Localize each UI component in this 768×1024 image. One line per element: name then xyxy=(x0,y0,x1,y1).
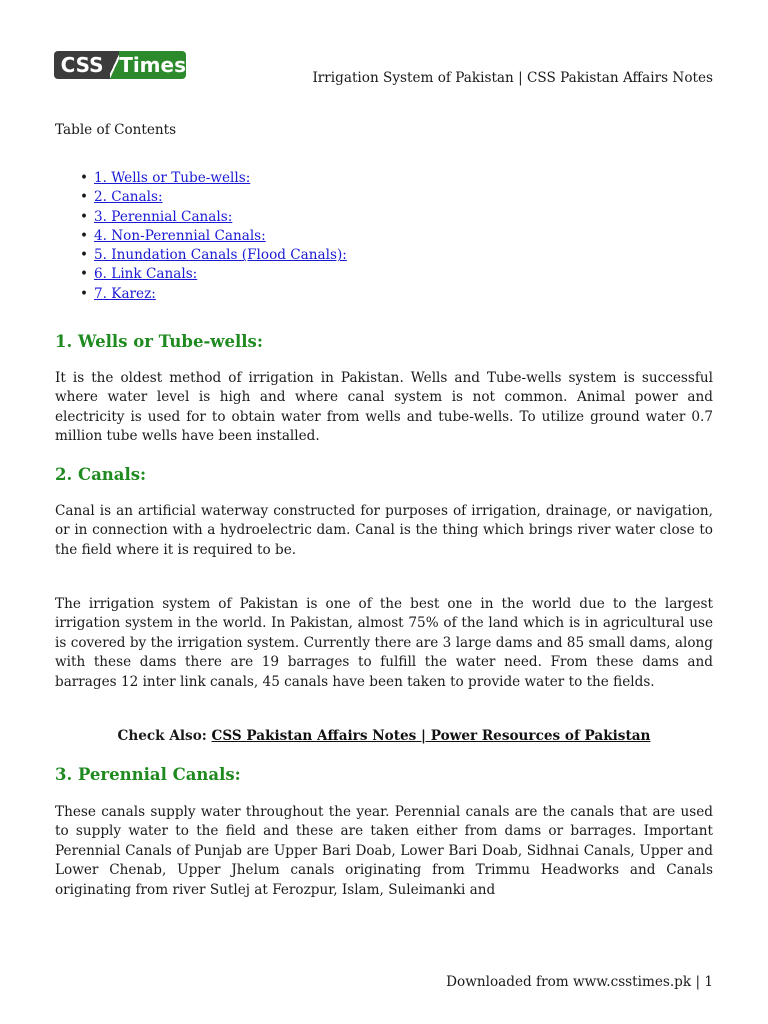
heading-canals: 2. Canals: xyxy=(55,465,147,484)
site-logo xyxy=(54,51,186,79)
logo-slash xyxy=(110,51,119,79)
toc-item xyxy=(55,227,705,246)
toc-link-inundation[interactable]: 5. Inundation Canals (Flood Canals): xyxy=(94,247,347,264)
toc-item xyxy=(55,246,705,265)
paragraph-canals-1: Canal is an artificial waterway constructed for purposes of irrigation, drainage, or navigation, or in connection with a hydroelectric dam. Canal is the thing which brings river water close to the field where it is required to be. xyxy=(55,503,713,558)
toc-link-non-perennial[interactable]: 4. Non-Perennial Canals: xyxy=(94,227,266,244)
page-footer: Downloaded from www.csstimes.pk | 1 xyxy=(446,974,713,990)
toc-link-link-canals[interactable]: 6. Link Canals: xyxy=(94,266,198,283)
logo-css-text: CSS xyxy=(54,51,110,79)
toc-item xyxy=(55,285,705,304)
toc-title: Table of Contents xyxy=(55,122,177,138)
paragraph-canals-2: The irrigation system of Pakistan is one of the best one in the world due to the largest irrigation system in the world. In Pakistan, almost 75% of the land which is in agricultural use is covered by the irrigation system. Currently there are 3 large dams and 85 small dams, along with these dams there are 19 barrages to fulfill the water need. From these dams and barrages 12 inter link canals, 45 canals have been taken to provide water to the fields. xyxy=(55,596,713,690)
check-also-link[interactable]: CSS Pakistan Affairs Notes | Power Resources of Pakistan xyxy=(211,728,651,744)
toc-item xyxy=(55,188,705,207)
toc-link-wells[interactable]: 1. Wells or Tube-wells: xyxy=(94,170,251,186)
toc-link-canals[interactable]: 2. Canals: xyxy=(94,189,163,206)
toc-link-perennial[interactable]: 3. Perennial Canals: xyxy=(94,208,233,225)
paragraph-wells: It is the oldest method of irrigation in Pakistan. Wells and Tube-wells system is successful where water level is high and where canal system is not common. Animal power and electricity is used for to obtain water from wells and tube-wells. To utilize ground water 0.7 million tube wells have been installed. xyxy=(55,370,713,445)
logo-times-text: Times xyxy=(119,53,186,77)
toc-link-karez[interactable]: 7. Karez: xyxy=(94,285,156,302)
heading-wells: 1. Wells or Tube-wells: xyxy=(55,332,263,351)
toc-list xyxy=(55,169,705,304)
toc-item xyxy=(55,208,705,227)
page-header-title: Irrigation System of Pakistan | CSS Pakistan Affairs Notes xyxy=(312,70,713,86)
check-also xyxy=(55,728,713,744)
heading-perennial: 3. Perennial Canals: xyxy=(55,765,241,784)
toc-item xyxy=(55,265,705,284)
toc-item xyxy=(55,169,705,188)
check-also-label: Check Also: xyxy=(117,728,207,744)
paragraph-perennial: These canals supply water throughout the year. Perennial canals are the canals that are used to supply water to the field and these are taken either from dams or barrages. Important Perennial Canals of Punjab are Upper Bari Doab, Lower Bari Doab, Sidhnai Canals, Upper and Lower Chenab, Upper Jhelum canals originating from Trimmu Headworks and Canals originating from river Sutlej at Ferozpur, Islam, Suleimanki and xyxy=(55,804,713,898)
